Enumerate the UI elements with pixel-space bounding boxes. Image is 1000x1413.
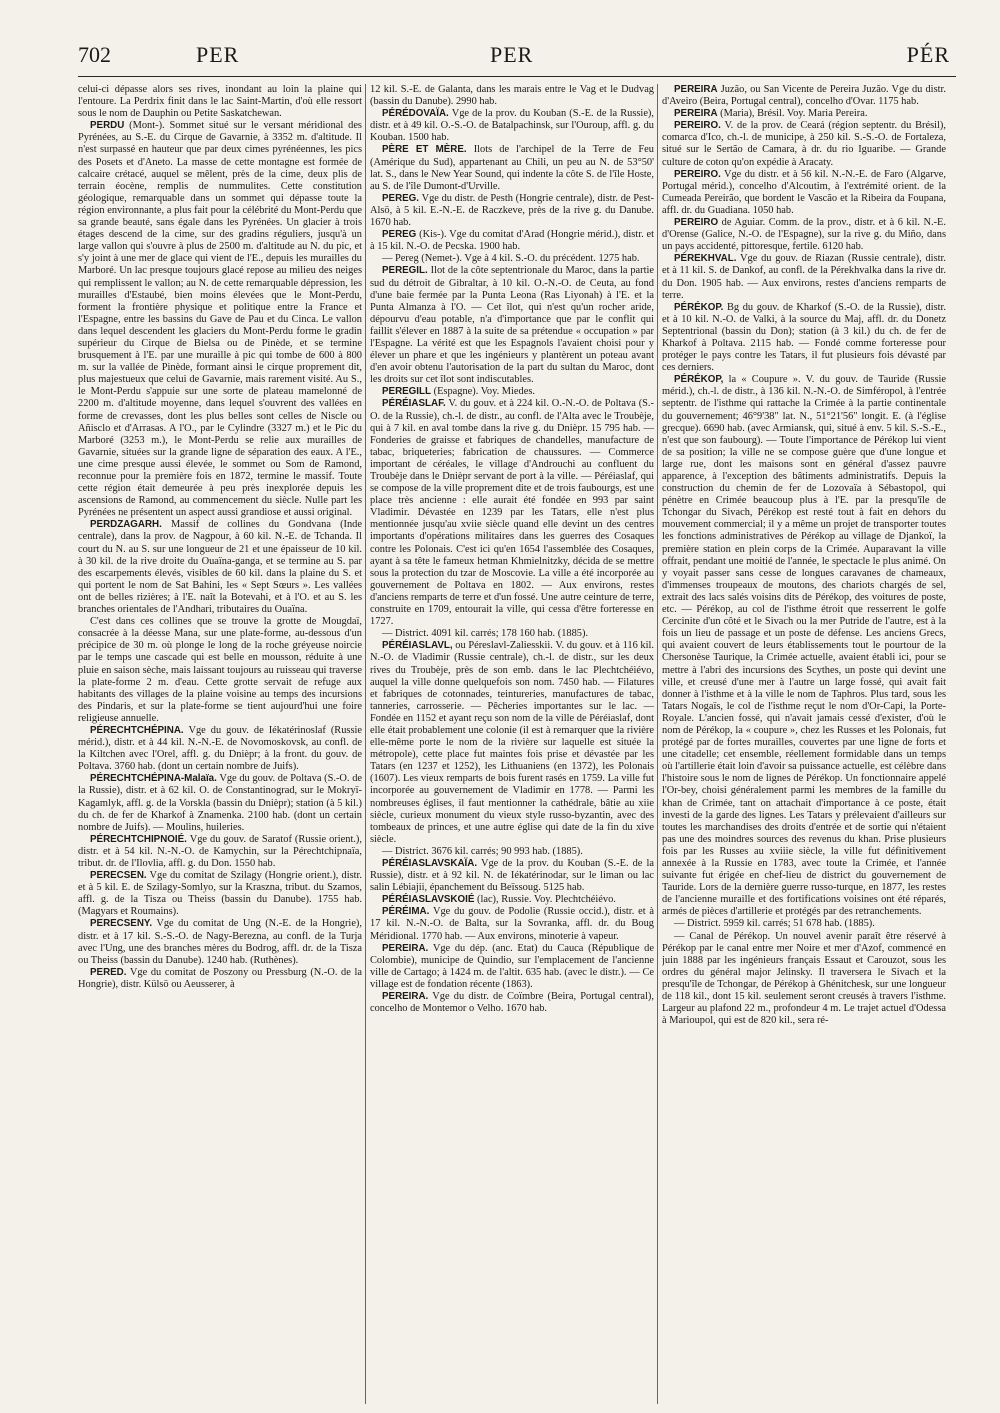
entry-headword: PÉRÉKOP, — [674, 374, 724, 386]
entry-headword: PÉRÉIASLAVL, — [382, 640, 453, 652]
entry-text: ou Péreslavl-Zaliesskii. V. du gouv. et à 116 kil. N.-O. de Vladimir (Russie centrale), ch.-l. de distr., sur les deux rives du Troubèje, près de son emb. dans le lac Plechtchéiévo, auquel la ville donne quelquefois son nom. 7450 hab. — Filatures et fabriques de cotonnades, teintureries, manufactures de tabac, tanneries, carrosserie. — Pêcheries importantes sur le lac. — Fondée en 1152 et ayant reçu son nom de la ville de Péréiaslaf, dont elle était probablement une colonie (il est à remarquer que la rivière elle-même porte le nom de la rivière sur laquelle est située la métropole), cette place fut maintes fois prise et dévastée par les Tatars (en 1237 et 1252), les Lithuaniens (en 1372), les Polonais (1607). Les vieux remparts de bois furent rasés en 1759. La ville fut incorporée au gouvernement de Vladimir en 1778. — Parmi les nombreuses églises, il faut mentionner la cathédrale, bâtie au xiie siècle, curieux monument du vieux style russo-byzantin, avec des tombeaux de princes, et une autre église qui date de la fin du xive siècle. — [370, 640, 654, 845]
dictionary-entry — [78, 725, 362, 773]
dictionary-entry — [78, 870, 362, 918]
entry-text: (lac), Russie. Voy. Plechtchéiévo. — [476, 894, 616, 906]
dictionary-entry — [370, 108, 654, 144]
dictionary-entry — [78, 918, 362, 966]
entry-text: Ilot de la côte septentrionale du Maroc, dans la partie sud du détroit de Gibraltar, à 10 kil. O.-N.-O. de Ceuta, au fond d'une baie fermée par la Punta Leona (Ras Liyonah) à l'E. et la Punta Almanza à l'O. — Cet îlot, qui n'est qu'un rocher aride, dépourvu d'eau potable, n'a d'importance que par le conflit qui faillit s'élever en 1887 à la suite de sa prétendue « occupation » par l'Espagne. La vérité est que les Espagnols l'avaient choisi pour y élever un phare et que les ingénieurs y plantèrent un poteau avant d'en avoir obtenu l'autorisation de la part du sultan du Maroc, dont les droits sur cet îlot sont indiscutables. — [370, 265, 654, 386]
dictionary-entry — [78, 834, 362, 870]
dictionary-entry — [662, 918, 946, 930]
dictionary-entry — [370, 398, 654, 628]
entry-headword: PEREIRO. — [674, 168, 721, 180]
entry-text: V. du gouv. et à 224 kil. O.-N.-O. de Poltava (S.-O. de la Russie), ch.-l. de distr., au confl. de l'Alta avec le Troubèje, qui à 7 kil. en aval tombe dans la rive g. du Dnièpr. 15 795 hab. — Fonderies de graisse et fabriques de chandelles, manufacture de tabac, briqueteries; fabrication de chaussures. — Commerce important de céréales, le village d'Androuchi au confluent du Troubèje dans le Dnièpr servant de port à la ville. — Péréiaslaf, qui se compose de la ville proprement dite et de trois faubourgs, est une place très ancienne : elle aurait été fondée en 993 par saint Vladimir. Dévastée en 1239 par les Tatars, elle n'est plus mentionnée jusqu'au xviie siècle quand elle devint un des centres importants d'opérations militaires dans les guerres des Cosaques contre les Polonais. C'est ici qu'en 1654 l'assemblée des Cosaques, ayant à sa tête le fameux hetman Khmielnitzky, décida de se mettre sous la protection du tzar de Moscovie. La ville a été incorporée au gouvernement de Poltava en 1802. — Aux environs, restes d'anciens remparts de terre et d'un fossé. Une autre ceinture de terre, construite en 1709, entourait la ville, qui cessa d'être forteresse en 1727. — [370, 398, 654, 628]
dictionary-entry — [662, 120, 946, 168]
entry-text: (Kis-). Vge du comitat d'Arad (Hongrie mérid.), distr. et à 15 kil. N.-O. de Pecska. 1900 hab. — [370, 229, 654, 253]
running-head-left: PER — [196, 42, 240, 67]
entry-headword: PÉRECHTCHIPNOIÉ. — [90, 833, 187, 845]
dictionary-entry — [370, 628, 654, 640]
entry-headword: PÉRECHTCHÉPINA-Malaïa. — [90, 773, 217, 785]
entry-headword: PEREGILL — [382, 386, 431, 398]
dictionary-entry — [370, 265, 654, 386]
entry-headword: PÉRÉIASLAF. — [382, 398, 446, 410]
entry-headword: PÉRÉIASLAVSKOIÉ — [382, 894, 475, 906]
dictionary-entry — [370, 858, 654, 894]
dictionary-entry — [662, 302, 946, 375]
dictionary-entry — [370, 906, 654, 942]
running-head-center: PER — [490, 42, 534, 67]
entry-text: — Pereg (Nemet-). Vge à 4 kil. S.-O. du précédent. 1275 hab. — [382, 253, 640, 265]
dictionary-entry — [370, 943, 654, 991]
entry-text: 12 kil. S.-E. de Galanta, dans les marais entre le Vag et le Dudvag (bassin du Danube). 2990 hab. — [370, 84, 654, 108]
entry-headword: PERDZAGARH. — [90, 519, 162, 531]
dictionary-entry — [662, 108, 946, 120]
entry-headword: PEREIRA. — [382, 991, 429, 1003]
entry-headword: PERED. — [90, 966, 127, 978]
dictionary-entry — [370, 894, 654, 906]
dictionary-entry — [662, 169, 946, 217]
entry-headword: PEREIRO. — [674, 120, 721, 132]
entry-text: (Maria), Brésil. Voy. Maria Pereira. — [720, 108, 868, 120]
dictionary-entry — [370, 253, 654, 265]
entry-text: — District. 4091 kil. carrés; 178 160 hab. (1885). — [382, 628, 589, 640]
dictionary-entry — [78, 120, 362, 519]
dictionary-entry — [78, 773, 362, 833]
dictionary-entry — [370, 991, 654, 1015]
entry-text: Juzão, ou San Vicente de Pereira Juzão. Vge du distr. d'Aveiro (Beira, Portugal central), concelho d'Ovar. 1175 hab. — [662, 84, 946, 108]
dictionary-entry — [662, 253, 946, 301]
entry-headword: PEREIRA — [674, 84, 718, 95]
entry-headword: PÉRECHTCHÉPINA. — [90, 724, 184, 736]
text-column-3 — [662, 84, 946, 1404]
entry-text: — District. 5959 kil. carrés; 51 678 hab. (1885). — [674, 918, 875, 930]
entry-text: Vge du dép. (anc. Etat) du Cauca (République de Colombie), municipe de Quindio, sur l'emplacement de l'ancienne ville de Cartago; à 1424 m. de l'altit. 635 hab. (avec le distr.). — Ce village est de fondation récente (1863). — [370, 942, 654, 990]
entry-text: C'est dans ces collines que se trouve la grotte de Mougdaï, consacrée à la déesse Mana, sur une plate-forme, au-dessous d'un précipice de 30 m. où plonge le long de la roche gréyeuse noircie par le temps une cascade qui est belle en mousson, réduite à une pluie en saison sèche, mais laissant toujours au ruisseau qui traverse la plate-forme 2 m. d'eau. Cette grotte servait de refuge aux habitants des villages de la plaine voisine au temps des incursions des Pindaris, et sur la plate-forme se tient aujourd'hui une foire religieuse annuelle. — [78, 616, 362, 724]
entry-text: Bg du gouv. de Kharkof (S.-O. de la Russie), distr. et à 10 kil. N.-O. de Valki, à la source du Maj, affl. dr. du Donetz Septentrional (bassin du Don); station (à 3 kil.) du ch. de fer de Kharkof à Poltava. 2115 hab. — Fondé comme forteresse pour protéger le pays contre les Tatars, il fut plusieurs fois dévasté par ces derniers. — [662, 301, 946, 374]
column-divider — [365, 84, 366, 1404]
entry-text: de Aguiar. Comm. de la prov., distr. et à 6 kil. N.-E. d'Orense (Galice, N.-O. de l'Espagne), sur la rive g. du Miño, dans un pays accidenté, pittoresque, fertile. 6120 hab. — [662, 217, 946, 253]
entry-text: Vge du distr. de Coïmbre (Beira, Portugal central), concelho de Montemor o Velho. 1670 hab. — [370, 991, 654, 1015]
page-header — [78, 42, 956, 78]
entry-text: V. de la prov. de Ceará (région septentr. du Brésil), comarca d'Ico, ch.-l. de municipe, à 250 kil. S.-S.-O. de Fortaleza, situé sur le Sertão de Camara, à dr. du rio Iguaribe. — Grande culture de coton qu'on expédie à Aracaty. — [662, 120, 946, 168]
entry-text: Vge du gouv. de Podolie (Russie occid.), distr. et à 17 kil. N.-N.-O. de Balta, sur la Sovranka, affl. dr. du Boug Méridional. 1770 hab. — Aux environs, minoterie à vapeur. — [370, 906, 654, 942]
entry-text: celui-ci dépasse alors ses rives, inondant au loin la plaine qui l'entoure. La Perdrix finit dans le lac Saint-Martin, d'où elle ressort sous le nom de Dauphin ou Petite Saskatchewan. — [78, 84, 362, 120]
entry-headword: PERDU — [90, 120, 125, 132]
dictionary-entry — [662, 374, 946, 918]
entry-headword: PÈRE ET MÈRE. — [382, 144, 467, 156]
entry-headword: PÉRÉIASLAVSKAÏA. — [382, 858, 478, 869]
dictionary-entry — [78, 967, 362, 991]
entry-text: Vge du gouv. de Iékatérinoslaf (Russie mérid.), distr. et à 44 kil. N.-N.-E. de Novomoskovsk, au confl. de la Kiltchen avec l'Orel, affl. g. du Dnièpr; à la front. du gouv. de Poltava. 3760 hab. (dont un certain nombre de Juifs). — [78, 724, 362, 773]
dictionary-entry — [370, 640, 654, 846]
dictionary-entry — [370, 846, 654, 858]
entry-text: Vge du distr. et à 56 kil. N.-N.-E. de Faro (Algarve, Portugal mérid.), concelho d'Alcoutim, à l'extrémité orient. de la Cumeada Pereirão, que bordent le Vascão et la Ribeira da Foupana, affl. dr. du Guadiana. 1050 hab. — [662, 168, 946, 216]
entry-text: — District. 3676 kil. carrés; 90 993 hab. (1885). — [382, 845, 583, 857]
entry-headword: PÉREKHVAL. — [674, 253, 737, 265]
dictionary-entry — [662, 931, 946, 1028]
entry-text: — Canal de Pérékop. Un nouvel avenir paraît être réservé à Pérékop par le canal entre mer Noire et mer d'Azof, commencé en juin 1888 par les ingénieurs français Essaut et Carouzot, sous les ordres du général major Jelinsky. Il traversera le Sivach et la presqu'île de Tchongar, de Pérékop à Ghénitchesk, sur une longueur de 118 kil., dont 15 kil. seulement seront creusés à travers l'isthme. Largeur au plafond 22 m., profondeur 4 m. Le trajet actuel d'Odessa à Marioupol, qui est de 820 kil., sera ré- — [662, 930, 946, 1027]
entry-text: Vge du comitat de Poszony ou Pressburg (N.-O. de la Hongrie), distr. Külsö ou Aeusserer, à — [78, 966, 362, 990]
text-column-1 — [78, 84, 362, 1404]
dictionary-entry — [78, 84, 362, 120]
entry-text: Vge du distr. de Pesth (Hongrie centrale), distr. de Pest-Alsö, à 5 kil. E.-N.-E. de Raczkeve, près de la rive g. du Danube. 1670 hab. — [370, 192, 654, 229]
entry-text: Vge du gouv. de Riazan (Russie centrale), distr. et à 11 kil. S. de Dankof, au confl. de la Pérekhvalka dans la rive dr. du Don. 1905 hab. — Aux environs, restes d'anciens remparts de terre. — [662, 253, 946, 301]
dictionary-entry — [370, 386, 654, 398]
header-rule — [78, 76, 956, 77]
entry-headword: PÉRÉDOVAÏA. — [382, 108, 449, 120]
entry-text: Ilots de l'archipel de la Terre de Feu (Amérique du Sud), appartenant au Chili, un peu au N. de 53°50' lat. S., dans le New Year Sound, qui indente la côte S. de l'île Hoste, au S. de l'île Dumont-d'Urville. — [370, 144, 654, 192]
entry-headword: PEREGIL. — [382, 265, 428, 277]
dictionary-entry — [78, 519, 362, 616]
entry-headword: PEREIRO — [674, 217, 719, 229]
page-number: 702 — [78, 42, 111, 67]
entry-text: (Espagne). Voy. Miedes. — [433, 386, 535, 398]
entry-headword: PEREIRA — [674, 108, 718, 120]
entry-headword: PEREG — [382, 229, 417, 241]
entry-text: Vge du gouv. de Saratof (Russie orient.), distr. et à 54 kil. N.-N.-O. de Kamychin, sur la Pérechtchipnaïa, tribut. dr. de l'Ilovlia, affl. g. du Don. 1550 hab. — [78, 833, 362, 869]
dictionary-entry — [370, 229, 654, 253]
entry-text: Vge de la prov. du Kouban (S.-E. de la Russie), distr. et à 92 kil. N. de Iékatérinodar, sur le liman ou lac salin Lébiajii, épanchement du Beïssoug. 5125 hab. — [370, 858, 654, 894]
dictionary-entry — [370, 84, 654, 108]
entry-headword: PÉRÉKOP. — [674, 301, 724, 313]
entry-headword: PEREG. — [382, 192, 420, 204]
entry-headword: PERECSEN. — [90, 870, 147, 882]
entry-text: Massif de collines du Gondvana (Inde centrale), dans la prov. de Nagpour, à 60 kil. N.-E. de Tchanda. Il court du N. au S. sur une longueur de 21 et une épaisseur de 10 kil. à 30 kil. de la rive droite du Ouaïna-ganga, et se termine au S. par des escarpements élevés, visibles de 60 kil. dans la plaine du S. et qui portent le nom de Sat Bahini, les « Sept Sœurs ». Les vallées ont de belles rizières; à l'E. naît la Botevahi, et à l'O. et au S. les branches orientales de l'Andhari, tributaires du Ouaïna. — [78, 519, 362, 616]
dictionary-entry — [78, 616, 362, 725]
dictionary-entry — [370, 193, 654, 229]
entry-text: Vge du gouv. de Poltava (S.-O. de la Russie), distr. et à 62 kil. O. de Constantinograd, sur le Mokryï-Kagamlyk, affl. g. de la Vorskla (bassin du Dnièpr); station (à 5 kil.) du ch. de fer de Kharkof à Znamenka. 2100 hab. (dont un certain nombre de Juifs). — Moulins, huileries. — [78, 773, 362, 833]
entry-headword: PÉRÉIMA. — [382, 906, 430, 918]
column-divider — [657, 84, 658, 1404]
text-column-2 — [370, 84, 654, 1404]
dictionary-entry — [370, 144, 654, 192]
entry-text: la « Coupure ». V. du gouv. de Tauride (Russie mérid.), ch.-l. de distr., à 136 kil. N.-N.-O. de Simféropol, à l'entrée septentr. de l'isthme qui rattache la Crimée à la partie continentale du gouvernement; 46°9'38" lat. N., 51°21'56" longit. E. (à l'église grecque). 6690 hab. (avec Armiansk, qui, situé à env. 5 kil. S.-S.-E., n'est que son faubourg). — Toute l'importance de Pérékop lui vient de sa position; la ville ne se compose guère que d'une longue et large rue, dont les maisons sont en général d'assez pauvre apparence, à l'exception des bâtiments administratifs. Depuis la construction du chemin de fer de Lozovaïa à Sébastopol, qui pénètre en Crimée beaucoup plus à l'E. par la presqu'île de Tchongar du Sivach, Pérékop est resté tout à fait en dehors du mouvement commercial; il y a même un projet de transporter toutes les fonctions administratives de Pérékop au village de Djankoï, la première station en plein corps de la Crimée. Auparavant la ville offrait, pendant une moitié de l'année, le spectacle le plus animé. On y voyait passer sans cesse de longues caravanes de chameaux, d'immenses troupeaux de moutons, des chariots chargés de sel, extrait des lacs salés voisins dits de Pérékop, des voitures de poste, etc. — Pérékop, au col de l'isthme étroit que resserrent le golfe Cercinite d'un côté et le Sivach ou la mer Putride de l'autre, est à la fois un lieu de passage et un poste de défense. Les anciens Grecs, qui avaient couvert de leurs établissements tout le pourtour de la Chersonèse Taurique, la Crimée actuelle, avaient établi ici, pour se mettre à l'abri des incursions des Scythes, un poste qui devint une ville, et creusé d'une mer à l'autre un large fossé, qui avait fait donner à l'isthme et à la ville le nom de Taphros. Plus tard, sous les Tatars Nogaïs, le col de l'isthme reçut le nom d'Or-Capi, la Porte-Royale. L'ancien fossé, qui n'avait jamais cessé d'exister, d'où le nom de Pérékop, la « coupure », chez les Russes et les Polonais, fut protégé par de fortes murailles, couvertes par une ligne de forts et une citadelle; cet ensemble, réellement formidable dans un temps où l'artillerie était loin d'avoir sa puissance actuelle, est célèbre dans l'histoire sous le nom de lignes de Pérékop. Un fonctionnaire appelé l'Or-bey, choisi généralement parmi les membres de la famille du khan de Crimée, tant on attachait d'importance à ce poste, était investi de la garde des lignes. Les Tatars y prélevaient d'ailleurs sur toutes les marchandises des droits d'entrée et de sortie qui n'étaient pas une des moindres sources des revenus du khan. Prise plusieurs fois par les Russes au xviiie siècle, la ville fut définitivement annexée à la Russie en 1783, avec toute la Crimée, et l'année suivante fut érigée en chef-lieu de district du gouvernement de Tauride. Lors de la dernière guerre russo-turque, en 1877, les restes de l'ancienne muraille et des fortifications voisines ont été réparés, armés de pièces d'artillerie et protégés par des retranchements. — [662, 374, 946, 918]
dictionary-entry — [662, 84, 946, 108]
entry-text: Vge de la prov. du Kouban (S.-E. de la Russie), distr. et à 49 kil. O.-S.-O. de Batalpachinsk, sur l'Ouroup, affl. g. du Kouban. 1500 hab. — [370, 108, 654, 144]
entry-text: Vge du comitat de Ung (N.-E. de la Hongrie), distr. et à 17 kil. S.-S.-O. de Nagy-Berezna, au confl. de la Turja avec l'Ung, une des branches mères du Bodrog, affl. dr. de la Tisza ou Theiss (bassin du Danube). 1240 hab. (Ruthènes). — [78, 918, 362, 966]
entry-text: Vge du comitat de Szilagy (Hongrie orient.), distr. et à 5 kil. E. de Szilagy-Somlyo, sur la Kraszna, tribut. du Szamos, affl. g. de la Tisza ou Theiss (bassin du Danube). 1755 hab. (Magyars et Roumains). — [78, 870, 362, 918]
running-head-right: PÉR — [906, 42, 950, 67]
entry-headword: PEREIRA. — [382, 942, 429, 954]
entry-text: (Mont-). Sommet situé sur le versant méridional des Pyrénées, au S.-E. du Cirque de Gavarnie, à 3352 m. d'altitude. Il n'est surpassé en hauteur que par deux cimes pyrénéennes, les pics des Posets et d'Aneto. La masse de cette montagne est formée de calcaire crétacé, auquel se mêlent, près de la cime, deux plis de terrain éocène, remplis de nummulites. Cette constitution géologique, remarquable dans un sommet qui dépasse toute la région environnante, a plus fait pour la célébrité du Mont-Perdu que sa grande beauté, sans égale dans les Pyrénées. Un glacier à trois étages descend de la cime, sur des gradins réguliers, jusqu'à un large vallon qui s'ouvre à plus de 2500 m. d'altitude au N. du pic, et s'y joint à une mer de glace qui vient de l'E., depuis les murailles du Marboré. Un lac presque toujours glacé repose au milieu des neiges qui remplissent le vallon; au N. de cette remarquable dépression, les murailles d'Estaubé, bien moins élevées que le Mont-Perdu, forment la frontière physique et politique entre la France et l'Espagne, entre les bassins du Gave de Pau et du Cinca. Le vallon dans lequel descendent les glaciers du Mont-Perdu forme le gradin supérieur du Cirque de Bielsa ou de Pinède, et se termine brusquement à l'E. par une muraille à pic qui tombe de 600 à 800 m. sur la vallée de Pinède, formant ainsi le cirque proprement dit, plus majestueux que celui de Gavarnie, mais rarement visité. Au S., le Mont-Perdu s'appuie sur une sorte de plateau mamelonné de 2200 m. d'altitude moyenne, dans lequel s'ouvrent des vallées en forme de crevasses, dont les plus belles sont celles de Niscle ou Añisclo et d'Arrasas. A l'O., par le Cylindre (3327 m.) et le Pic du Marboré (3253 m.), le Mont-Perdu se relie aux murailles de Gavarnie, situées sur la grande ligne de séparation des eaux. A l'E., une cime presque aussi élevée, le sommet ou Som de Ramond, reconnue pour la première fois en 1872, termine le massif. Toute cette région était demeurée à peu près inexplorée depuis les ascensions de Ramond, au commencement du siècle. Nulle part les Pyrénées ne présentent un aspect aussi grandiose et aussi original. — [78, 120, 362, 519]
entry-headword: PERECSENY. — [90, 918, 153, 930]
dictionary-entry — [662, 217, 946, 253]
